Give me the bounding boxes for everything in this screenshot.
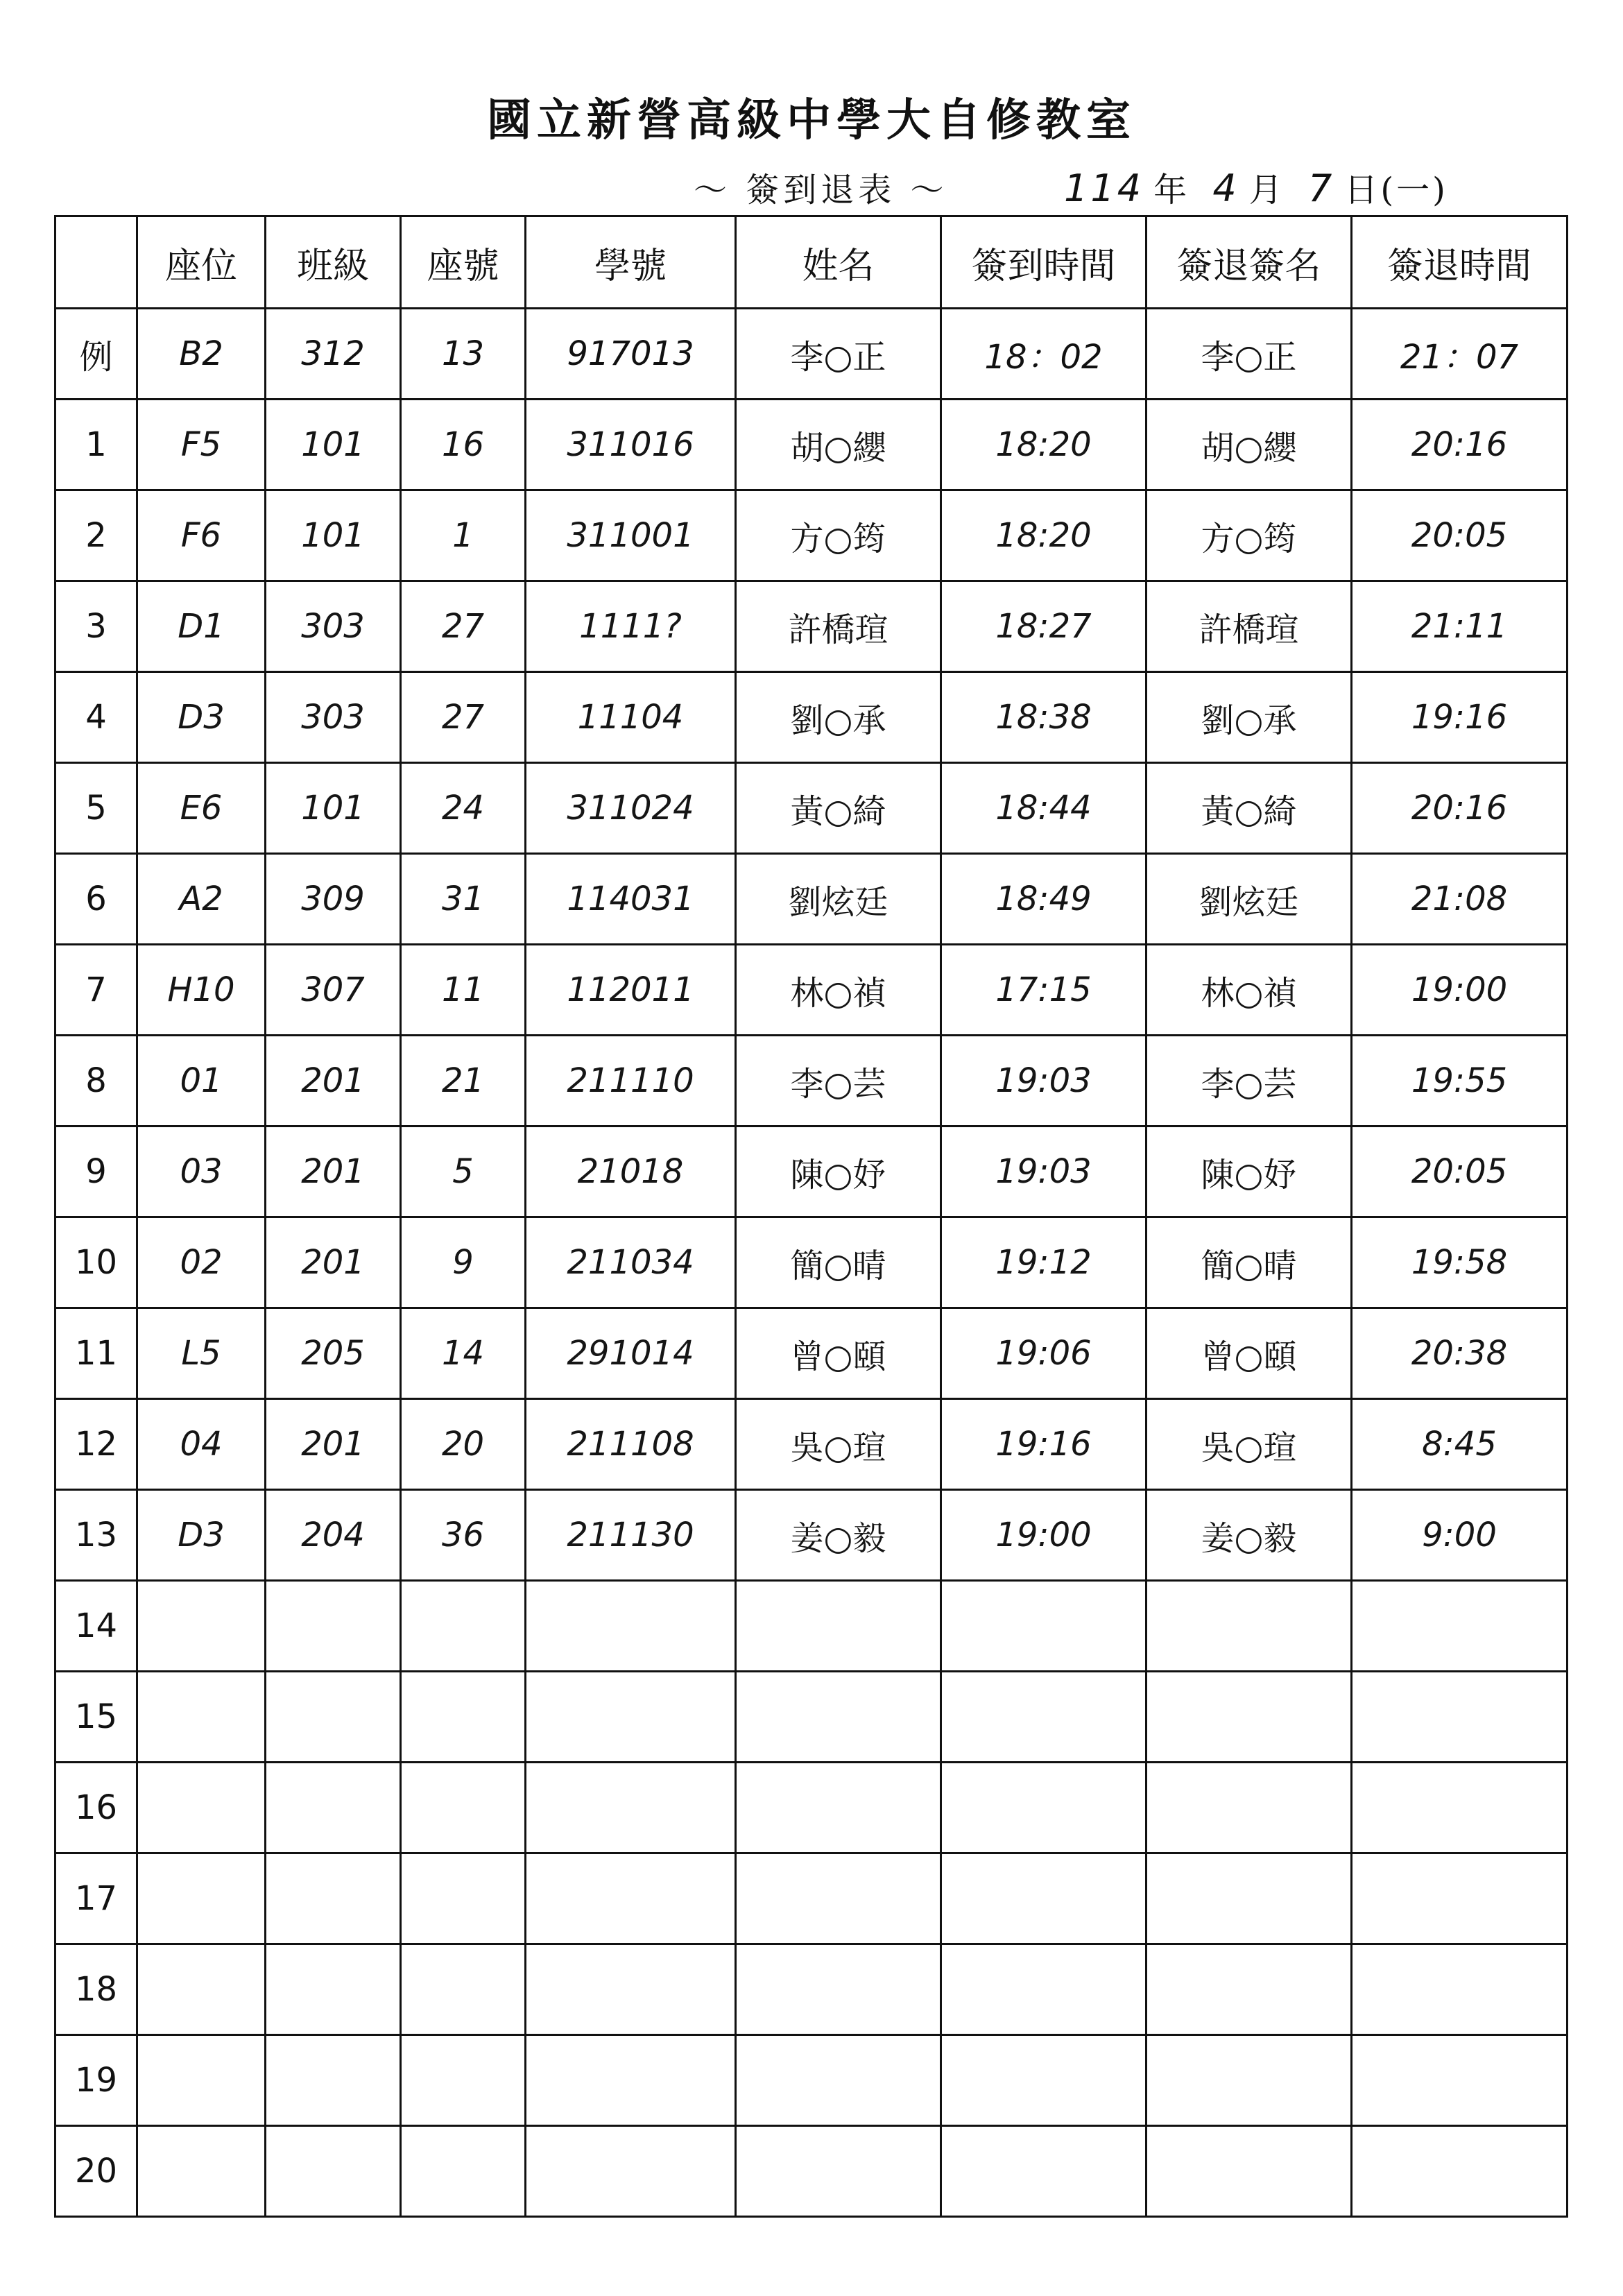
example-sign-out-name: 李○正 — [1147, 309, 1352, 400]
class-cell — [266, 1763, 401, 1853]
header-sign-out-name: 簽退簽名 — [1147, 216, 1352, 309]
sign-in-time-cell: 18:49 — [941, 854, 1147, 945]
row-number: 1 — [55, 400, 137, 490]
number-cell: 27 — [401, 672, 526, 763]
name-cell: 吳○瑄 — [736, 1399, 941, 1490]
example-label: 例 — [55, 309, 137, 400]
sign-out-time-cell: 9:00 — [1352, 1490, 1568, 1581]
number-cell: 27 — [401, 581, 526, 672]
table-row — [55, 1036, 1568, 1126]
header-name: 姓名 — [736, 216, 941, 309]
date-day-label: 日 — [1344, 171, 1381, 209]
class-cell: 201 — [266, 1217, 401, 1308]
class-cell — [266, 1853, 401, 1944]
table-row — [55, 1308, 1568, 1399]
date-line — [1054, 163, 1448, 211]
header-student-id: 學號 — [526, 216, 736, 309]
sign-out-time-cell: 20:16 — [1352, 400, 1568, 490]
example-class: 312 — [266, 309, 401, 400]
class-cell — [266, 2035, 401, 2126]
seat-cell: 02 — [137, 1217, 266, 1308]
seat-cell: D1 — [137, 581, 266, 672]
number-cell — [401, 1853, 526, 1944]
seat-cell — [137, 2035, 266, 2126]
name-cell: 陳○妤 — [736, 1126, 941, 1217]
seat-cell — [137, 1581, 266, 1672]
sign-in-time-cell — [941, 1672, 1147, 1763]
table-row — [55, 1581, 1568, 1672]
sign-out-name-cell: 李○芸 — [1147, 1036, 1352, 1126]
row-number: 8 — [55, 1036, 137, 1126]
seat-cell: 04 — [137, 1399, 266, 1490]
date-month-label: 月 — [1248, 171, 1285, 209]
form-subtitle: ～ 簽到退表 ～ — [694, 171, 948, 209]
sign-in-time-cell: 18:20 — [941, 490, 1147, 581]
sign-out-name-cell: 吳○瑄 — [1147, 1399, 1352, 1490]
sign-out-time-cell — [1352, 1581, 1568, 1672]
row-number: 4 — [55, 672, 137, 763]
name-cell: 李○芸 — [736, 1036, 941, 1126]
sign-out-time-cell: 19:55 — [1352, 1036, 1568, 1126]
row-number: 19 — [55, 2035, 137, 2126]
class-cell: 101 — [266, 490, 401, 581]
seat-cell — [137, 2126, 266, 2217]
seat-cell: D3 — [137, 672, 266, 763]
class-cell: 201 — [266, 1399, 401, 1490]
student-id-cell: 311001 — [526, 490, 736, 581]
name-cell: 簡○晴 — [736, 1217, 941, 1308]
sign-out-name-cell: 林○禎 — [1147, 945, 1352, 1036]
row-number: 10 — [55, 1217, 137, 1308]
class-cell: 303 — [266, 672, 401, 763]
name-cell — [736, 1672, 941, 1763]
table-row — [55, 2126, 1568, 2217]
table-row — [55, 2035, 1568, 2126]
sign-in-time-cell — [941, 2126, 1147, 2217]
class-cell: 303 — [266, 581, 401, 672]
example-student-id: 917013 — [526, 309, 736, 400]
page-title: 國立新營高級中學大自修教室 — [487, 94, 1136, 146]
table-row — [55, 1490, 1568, 1581]
student-id-cell: 11104 — [526, 672, 736, 763]
row-number: 13 — [55, 1490, 137, 1581]
student-id-cell: 211034 — [526, 1217, 736, 1308]
sign-out-time-cell: 21:11 — [1352, 581, 1568, 672]
table-row — [55, 581, 1568, 672]
student-id-cell: 211110 — [526, 1036, 736, 1126]
class-cell: 201 — [266, 1036, 401, 1126]
row-number: 5 — [55, 763, 137, 854]
sign-out-name-cell: 劉炫廷 — [1147, 854, 1352, 945]
sign-in-out-table — [54, 215, 1568, 2218]
student-id-cell — [526, 1581, 736, 1672]
seat-cell: F5 — [137, 400, 266, 490]
student-id-cell: 211108 — [526, 1399, 736, 1490]
sign-out-name-cell — [1147, 1944, 1352, 2035]
header-row — [55, 216, 1568, 309]
class-cell: 205 — [266, 1308, 401, 1399]
date-year: 114 — [1064, 166, 1144, 210]
sign-out-name-cell: 胡○纓 — [1147, 400, 1352, 490]
sign-out-name-cell: 劉○承 — [1147, 672, 1352, 763]
sign-in-time-cell — [941, 1763, 1147, 1853]
row-number: 15 — [55, 1672, 137, 1763]
student-id-cell: 1111? — [526, 581, 736, 672]
class-cell — [266, 1581, 401, 1672]
sign-out-time-cell: 19:00 — [1352, 945, 1568, 1036]
seat-cell — [137, 1853, 266, 1944]
sign-out-name-cell — [1147, 1763, 1352, 1853]
number-cell: 9 — [401, 1217, 526, 1308]
table-row — [55, 763, 1568, 854]
student-id-cell — [526, 1944, 736, 2035]
header-class: 班級 — [266, 216, 401, 309]
seat-cell — [137, 1944, 266, 2035]
sign-in-time-cell: 19:16 — [941, 1399, 1147, 1490]
sign-out-time-cell: 19:58 — [1352, 1217, 1568, 1308]
table-row — [55, 490, 1568, 581]
sign-out-time-cell — [1352, 1763, 1568, 1853]
row-number: 7 — [55, 945, 137, 1036]
name-cell: 方○筠 — [736, 490, 941, 581]
sign-out-time-cell — [1352, 1853, 1568, 1944]
student-id-cell: 114031 — [526, 854, 736, 945]
row-number: 18 — [55, 1944, 137, 2035]
number-cell: 14 — [401, 1308, 526, 1399]
name-cell — [736, 1581, 941, 1672]
name-cell — [736, 1763, 941, 1853]
sign-in-time-cell: 18:27 — [941, 581, 1147, 672]
class-cell: 307 — [266, 945, 401, 1036]
sign-out-name-cell: 許橋瑄 — [1147, 581, 1352, 672]
name-cell: 姜○毅 — [736, 1490, 941, 1581]
name-cell — [736, 2126, 941, 2217]
name-cell: 劉炫廷 — [736, 854, 941, 945]
example-number: 13 — [401, 309, 526, 400]
row-number: 11 — [55, 1308, 137, 1399]
sign-out-name-cell — [1147, 1853, 1352, 1944]
name-cell: 胡○纓 — [736, 400, 941, 490]
header-cell-blank — [55, 216, 137, 309]
seat-cell: 03 — [137, 1126, 266, 1217]
number-cell — [401, 1672, 526, 1763]
table-row — [55, 854, 1568, 945]
sign-in-time-cell: 17:15 — [941, 945, 1147, 1036]
row-number: 20 — [55, 2126, 137, 2217]
seat-cell: A2 — [137, 854, 266, 945]
sign-out-name-cell: 簡○晴 — [1147, 1217, 1352, 1308]
table-row — [55, 672, 1568, 763]
date-month: 4 — [1212, 166, 1239, 210]
sign-in-time-cell: 18:44 — [941, 763, 1147, 854]
sign-out-time-cell — [1352, 1672, 1568, 1763]
sign-out-name-cell — [1147, 1672, 1352, 1763]
sign-in-time-cell: 19:00 — [941, 1490, 1147, 1581]
date-weekday: (一) — [1380, 171, 1448, 209]
student-id-cell: 112011 — [526, 945, 736, 1036]
table-row — [55, 1126, 1568, 1217]
seat-cell: F6 — [137, 490, 266, 581]
sign-out-name-cell — [1147, 2126, 1352, 2217]
name-cell — [736, 1853, 941, 1944]
example-name: 李○正 — [736, 309, 941, 400]
number-cell: 24 — [401, 763, 526, 854]
example-sign-in-time: 18：02 — [941, 309, 1147, 400]
sign-out-time-cell: 20:05 — [1352, 1126, 1568, 1217]
sign-out-time-cell: 20:05 — [1352, 490, 1568, 581]
class-cell: 309 — [266, 854, 401, 945]
student-id-cell: 211130 — [526, 1490, 736, 1581]
number-cell — [401, 2035, 526, 2126]
header-sign-out-time: 簽退時間 — [1352, 216, 1568, 309]
seat-cell — [137, 1763, 266, 1853]
number-cell: 36 — [401, 1490, 526, 1581]
row-number: 2 — [55, 490, 137, 581]
name-cell: 黃○綺 — [736, 763, 941, 854]
number-cell — [401, 1944, 526, 2035]
number-cell: 21 — [401, 1036, 526, 1126]
sign-out-time-cell: 20:16 — [1352, 763, 1568, 854]
sign-out-time-cell: 8:45 — [1352, 1399, 1568, 1490]
example-row — [55, 309, 1568, 400]
row-number: 6 — [55, 854, 137, 945]
table-row — [55, 1399, 1568, 1490]
row-number: 17 — [55, 1853, 137, 1944]
sign-in-time-cell: 18:20 — [941, 400, 1147, 490]
date-year-label: 年 — [1153, 171, 1190, 209]
sign-in-time-cell — [941, 1944, 1147, 2035]
sign-out-time-cell: 19:16 — [1352, 672, 1568, 763]
class-cell — [266, 1672, 401, 1763]
student-id-cell: 311024 — [526, 763, 736, 854]
table-row — [55, 945, 1568, 1036]
name-cell — [736, 2035, 941, 2126]
student-id-cell: 291014 — [526, 1308, 736, 1399]
sign-out-name-cell — [1147, 1581, 1352, 1672]
seat-cell: E6 — [137, 763, 266, 854]
header-number: 座號 — [401, 216, 526, 309]
seat-cell: L5 — [137, 1308, 266, 1399]
student-id-cell — [526, 1672, 736, 1763]
number-cell: 31 — [401, 854, 526, 945]
class-cell: 201 — [266, 1126, 401, 1217]
row-number: 12 — [55, 1399, 137, 1490]
sign-in-time-cell: 19:12 — [941, 1217, 1147, 1308]
sign-in-time-cell: 19:03 — [941, 1126, 1147, 1217]
student-id-cell: 21018 — [526, 1126, 736, 1217]
sign-out-name-cell: 姜○毅 — [1147, 1490, 1352, 1581]
sign-out-time-cell: 20:38 — [1352, 1308, 1568, 1399]
sign-out-time-cell: 21:08 — [1352, 854, 1568, 945]
number-cell: 20 — [401, 1399, 526, 1490]
table-row — [55, 1944, 1568, 2035]
name-cell: 許橋瑄 — [736, 581, 941, 672]
number-cell — [401, 1763, 526, 1853]
name-cell: 曾○頤 — [736, 1308, 941, 1399]
sign-out-time-cell — [1352, 2035, 1568, 2126]
sign-out-name-cell: 黃○綺 — [1147, 763, 1352, 854]
name-cell: 林○禎 — [736, 945, 941, 1036]
example-sign-out-time: 21：07 — [1352, 309, 1568, 400]
student-id-cell — [526, 2035, 736, 2126]
table-row — [55, 1853, 1568, 1944]
name-cell: 劉○承 — [736, 672, 941, 763]
sign-in-time-cell: 18:38 — [941, 672, 1147, 763]
number-cell: 5 — [401, 1126, 526, 1217]
class-cell: 101 — [266, 763, 401, 854]
header-sign-in-time: 簽到時間 — [941, 216, 1147, 309]
number-cell: 16 — [401, 400, 526, 490]
class-cell — [266, 2126, 401, 2217]
row-number: 9 — [55, 1126, 137, 1217]
table-row — [55, 1217, 1568, 1308]
sign-in-time-cell — [941, 1581, 1147, 1672]
name-cell — [736, 1944, 941, 2035]
sign-in-time-cell: 19:06 — [941, 1308, 1147, 1399]
date-day: 7 — [1308, 166, 1335, 210]
table-row — [55, 400, 1568, 490]
seat-cell: 01 — [137, 1036, 266, 1126]
sign-out-time-cell — [1352, 2126, 1568, 2217]
example-seat: B2 — [137, 309, 266, 400]
class-cell: 204 — [266, 1490, 401, 1581]
seat-cell — [137, 1672, 266, 1763]
sign-out-time-cell — [1352, 1944, 1568, 2035]
number-cell: 11 — [401, 945, 526, 1036]
number-cell: 1 — [401, 490, 526, 581]
table-row — [55, 1763, 1568, 1853]
student-id-cell — [526, 2126, 736, 2217]
student-id-cell — [526, 1853, 736, 1944]
row-number: 3 — [55, 581, 137, 672]
sign-in-time-cell — [941, 2035, 1147, 2126]
sign-out-name-cell: 曾○頤 — [1147, 1308, 1352, 1399]
row-number: 14 — [55, 1581, 137, 1672]
table-row — [55, 1672, 1568, 1763]
class-cell — [266, 1944, 401, 2035]
number-cell — [401, 2126, 526, 2217]
number-cell — [401, 1581, 526, 1672]
seat-cell: H10 — [137, 945, 266, 1036]
seat-cell: D3 — [137, 1490, 266, 1581]
header-seat: 座位 — [137, 216, 266, 309]
sign-in-time-cell: 19:03 — [941, 1036, 1147, 1126]
sign-in-time-cell — [941, 1853, 1147, 1944]
student-id-cell — [526, 1763, 736, 1853]
class-cell: 101 — [266, 400, 401, 490]
row-number: 16 — [55, 1763, 137, 1853]
sign-out-name-cell — [1147, 2035, 1352, 2126]
sign-out-name-cell: 陳○妤 — [1147, 1126, 1352, 1217]
student-id-cell: 311016 — [526, 400, 736, 490]
sign-out-name-cell: 方○筠 — [1147, 490, 1352, 581]
